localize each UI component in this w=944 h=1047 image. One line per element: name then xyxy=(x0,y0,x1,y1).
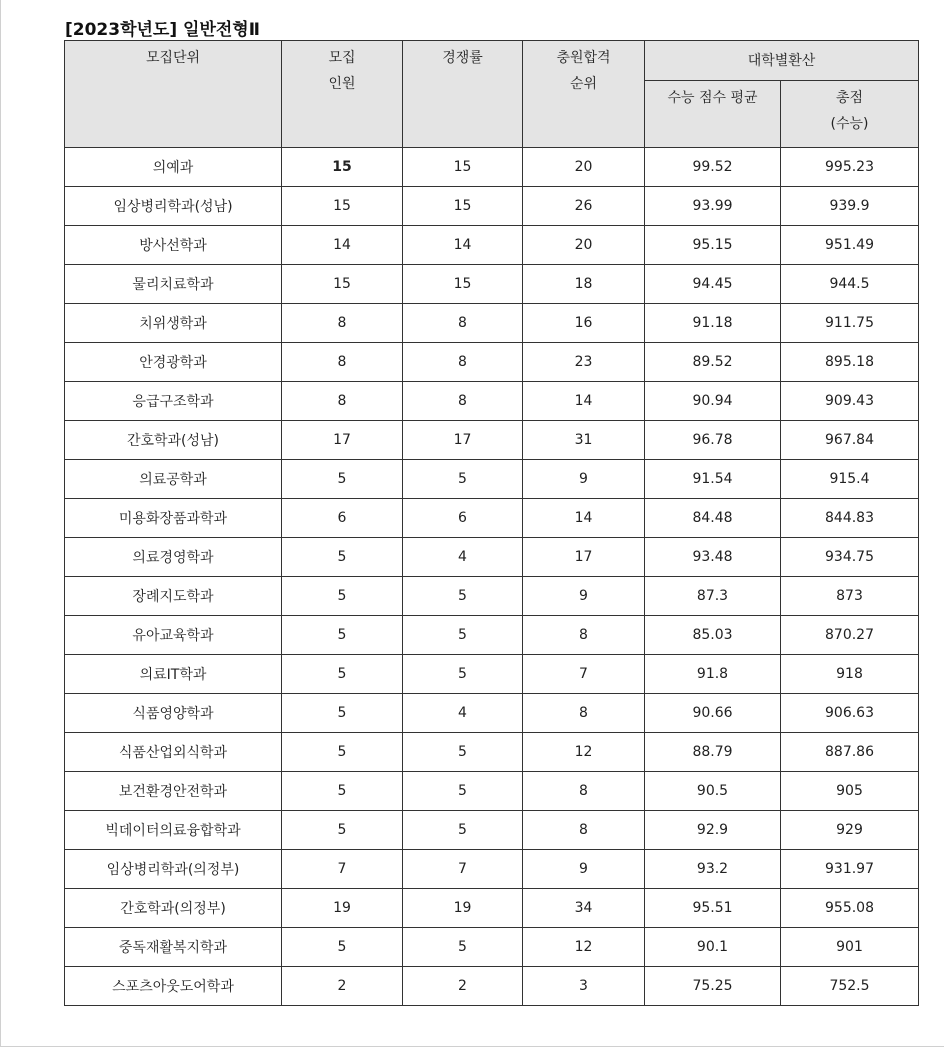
cell-unit: 의예과 xyxy=(65,148,282,187)
cell-quota: 2 xyxy=(282,967,403,1006)
table-row xyxy=(65,655,919,694)
cell-unit: 안경광학과 xyxy=(65,343,282,382)
cell-total: 915.4 xyxy=(781,460,919,499)
cell-avg: 88.79 xyxy=(645,733,781,772)
cell-rank: 26 xyxy=(523,187,645,226)
cell-total: 873 xyxy=(781,577,919,616)
cell-quota: 17 xyxy=(282,421,403,460)
cell-total: 752.5 xyxy=(781,967,919,1006)
cell-rate: 5 xyxy=(403,772,523,811)
cell-quota: 8 xyxy=(282,304,403,343)
cell-rank: 23 xyxy=(523,343,645,382)
cell-avg: 99.52 xyxy=(645,148,781,187)
header-unit xyxy=(65,41,282,148)
table-row xyxy=(65,889,919,928)
header-rate-label: 경쟁률 xyxy=(442,50,483,66)
header-avg-label: 수능 점수 평균 xyxy=(667,90,758,106)
header-rate xyxy=(403,41,523,148)
header-total-line2: (수능) xyxy=(830,116,869,132)
cell-rate: 4 xyxy=(403,538,523,577)
cell-total: 967.84 xyxy=(781,421,919,460)
cell-rate: 5 xyxy=(403,811,523,850)
cell-quota: 15 xyxy=(282,265,403,304)
table-row xyxy=(65,265,919,304)
table-row xyxy=(65,772,919,811)
cell-total: 895.18 xyxy=(781,343,919,382)
admission-results-table xyxy=(64,40,919,1006)
cell-unit: 의료경영학과 xyxy=(65,538,282,577)
cell-avg: 95.15 xyxy=(645,226,781,265)
cell-unit: 식품산업외식학과 xyxy=(65,733,282,772)
page-title: [2023학년도] 일반전형Ⅱ xyxy=(65,20,260,40)
cell-unit: 방사선학과 xyxy=(65,226,282,265)
cell-rank: 8 xyxy=(523,772,645,811)
cell-rank: 34 xyxy=(523,889,645,928)
cell-quota: 5 xyxy=(282,928,403,967)
cell-avg: 89.52 xyxy=(645,343,781,382)
table-row xyxy=(65,343,919,382)
cell-avg: 85.03 xyxy=(645,616,781,655)
cell-rate: 17 xyxy=(403,421,523,460)
cell-rate: 4 xyxy=(403,694,523,733)
cell-total: 909.43 xyxy=(781,382,919,421)
header-unit-label: 모집단위 xyxy=(145,50,201,66)
cell-rank: 20 xyxy=(523,148,645,187)
cell-total: 955.08 xyxy=(781,889,919,928)
cell-total: 870.27 xyxy=(781,616,919,655)
cell-rate: 2 xyxy=(403,967,523,1006)
header-quota-line2: 인원 xyxy=(328,76,356,92)
table-row xyxy=(65,148,919,187)
cell-rank: 16 xyxy=(523,304,645,343)
cell-rank: 20 xyxy=(523,226,645,265)
cell-rank: 9 xyxy=(523,460,645,499)
cell-total: 951.49 xyxy=(781,226,919,265)
header-total xyxy=(781,81,919,148)
cell-unit: 간호학과(의정부) xyxy=(65,889,282,928)
cell-avg: 91.18 xyxy=(645,304,781,343)
header-avg xyxy=(645,81,781,148)
cell-quota: 8 xyxy=(282,343,403,382)
cell-rank: 8 xyxy=(523,616,645,655)
cell-unit: 장례지도학과 xyxy=(65,577,282,616)
cell-quota: 6 xyxy=(282,499,403,538)
cell-avg: 92.9 xyxy=(645,811,781,850)
cell-unit: 치위생학과 xyxy=(65,304,282,343)
cell-avg: 95.51 xyxy=(645,889,781,928)
cell-unit: 응급구조학과 xyxy=(65,382,282,421)
cell-avg: 93.99 xyxy=(645,187,781,226)
cell-quota: 15 xyxy=(282,148,403,187)
cell-rate: 14 xyxy=(403,226,523,265)
cell-avg: 94.45 xyxy=(645,265,781,304)
cell-rank: 14 xyxy=(523,382,645,421)
header-rank-line2: 순위 xyxy=(569,76,598,92)
table-row xyxy=(65,226,919,265)
table-row xyxy=(65,538,919,577)
cell-quota: 5 xyxy=(282,616,403,655)
cell-rank: 7 xyxy=(523,655,645,694)
cell-rank: 31 xyxy=(523,421,645,460)
cell-quota: 5 xyxy=(282,733,403,772)
cell-total: 887.86 xyxy=(781,733,919,772)
cell-quota: 5 xyxy=(282,577,403,616)
cell-rank: 12 xyxy=(523,733,645,772)
header-rank xyxy=(523,41,645,148)
cell-total: 944.5 xyxy=(781,265,919,304)
header-group-label: 대학별환산 xyxy=(747,52,816,69)
cell-unit: 임상병리학과(성남) xyxy=(65,187,282,226)
cell-rank: 14 xyxy=(523,499,645,538)
cell-quota: 15 xyxy=(282,187,403,226)
cell-rate: 5 xyxy=(403,577,523,616)
table-row xyxy=(65,733,919,772)
header-total-line1: 총점 xyxy=(835,90,864,106)
table-body xyxy=(65,148,919,1006)
cell-quota: 5 xyxy=(282,694,403,733)
table-header xyxy=(65,41,919,148)
cell-rate: 19 xyxy=(403,889,523,928)
cell-quota: 5 xyxy=(282,772,403,811)
cell-quota: 5 xyxy=(282,538,403,577)
left-border-line xyxy=(0,0,1,1047)
cell-unit: 의료IT학과 xyxy=(65,655,282,694)
cell-avg: 90.5 xyxy=(645,772,781,811)
table-row xyxy=(65,616,919,655)
cell-quota: 8 xyxy=(282,382,403,421)
cell-unit: 스포츠아웃도어학과 xyxy=(65,967,282,1006)
cell-avg: 90.66 xyxy=(645,694,781,733)
cell-avg: 96.78 xyxy=(645,421,781,460)
header-quota-line1: 모집 xyxy=(328,50,356,66)
cell-quota: 7 xyxy=(282,850,403,889)
table-row xyxy=(65,460,919,499)
cell-rate: 8 xyxy=(403,382,523,421)
cell-unit: 빅데이터의료융합학과 xyxy=(65,811,282,850)
cell-rank: 12 xyxy=(523,928,645,967)
cell-total: 905 xyxy=(781,772,919,811)
cell-quota: 5 xyxy=(282,811,403,850)
cell-unit: 의료공학과 xyxy=(65,460,282,499)
cell-unit: 간호학과(성남) xyxy=(65,421,282,460)
cell-rank: 9 xyxy=(523,850,645,889)
table-row xyxy=(65,421,919,460)
table-row xyxy=(65,850,919,889)
header-group xyxy=(645,41,919,81)
cell-quota: 5 xyxy=(282,655,403,694)
cell-total: 934.75 xyxy=(781,538,919,577)
cell-rank: 3 xyxy=(523,967,645,1006)
cell-quota: 5 xyxy=(282,460,403,499)
cell-avg: 91.54 xyxy=(645,460,781,499)
cell-unit: 유아교육학과 xyxy=(65,616,282,655)
cell-rank: 9 xyxy=(523,577,645,616)
cell-unit: 물리치료학과 xyxy=(65,265,282,304)
table-row xyxy=(65,304,919,343)
table-row xyxy=(65,811,919,850)
cell-rate: 15 xyxy=(403,148,523,187)
cell-quota: 19 xyxy=(282,889,403,928)
cell-unit: 미용화장품과학과 xyxy=(65,499,282,538)
cell-avg: 87.3 xyxy=(645,577,781,616)
table-row xyxy=(65,577,919,616)
cell-avg: 90.1 xyxy=(645,928,781,967)
cell-quota: 14 xyxy=(282,226,403,265)
cell-rate: 5 xyxy=(403,733,523,772)
cell-rate: 8 xyxy=(403,304,523,343)
header-rank-line1: 충원합격 xyxy=(556,50,611,66)
cell-avg: 75.25 xyxy=(645,967,781,1006)
cell-avg: 84.48 xyxy=(645,499,781,538)
cell-rate: 5 xyxy=(403,460,523,499)
cell-total: 929 xyxy=(781,811,919,850)
cell-avg: 93.48 xyxy=(645,538,781,577)
cell-total: 844.83 xyxy=(781,499,919,538)
cell-total: 939.9 xyxy=(781,187,919,226)
cell-avg: 93.2 xyxy=(645,850,781,889)
cell-unit: 임상병리학과(의정부) xyxy=(65,850,282,889)
cell-rank: 8 xyxy=(523,811,645,850)
cell-rank: 17 xyxy=(523,538,645,577)
table-row xyxy=(65,382,919,421)
table-row xyxy=(65,694,919,733)
table-row xyxy=(65,928,919,967)
cell-rate: 8 xyxy=(403,343,523,382)
cell-rate: 5 xyxy=(403,928,523,967)
table-row xyxy=(65,187,919,226)
cell-total: 911.75 xyxy=(781,304,919,343)
table-row xyxy=(65,967,919,1006)
cell-total: 931.97 xyxy=(781,850,919,889)
cell-total: 901 xyxy=(781,928,919,967)
cell-rate: 15 xyxy=(403,187,523,226)
cell-avg: 90.94 xyxy=(645,382,781,421)
cell-rate: 5 xyxy=(403,616,523,655)
cell-total: 918 xyxy=(781,655,919,694)
cell-unit: 식품영양학과 xyxy=(65,694,282,733)
cell-rate: 5 xyxy=(403,655,523,694)
cell-unit: 중독재활복지학과 xyxy=(65,928,282,967)
cell-rate: 7 xyxy=(403,850,523,889)
cell-rate: 15 xyxy=(403,265,523,304)
cell-avg: 91.8 xyxy=(645,655,781,694)
header-quota xyxy=(282,41,403,148)
cell-rate: 6 xyxy=(403,499,523,538)
cell-rank: 8 xyxy=(523,694,645,733)
cell-total: 906.63 xyxy=(781,694,919,733)
table-row xyxy=(65,499,919,538)
cell-total: 995.23 xyxy=(781,148,919,187)
cell-rank: 18 xyxy=(523,265,645,304)
cell-unit: 보건환경안전학과 xyxy=(65,772,282,811)
